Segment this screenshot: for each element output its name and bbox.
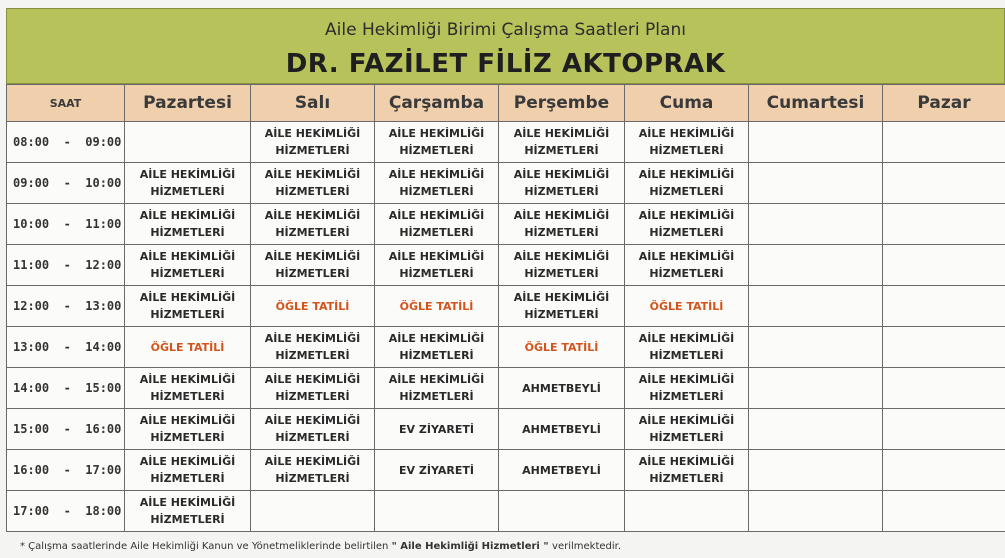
schedule-cell bbox=[499, 368, 625, 409]
schedule-cell-text: AİLE HEKİMLİĞİ HİZMETLERİ bbox=[264, 209, 361, 239]
schedule-cell bbox=[883, 245, 1005, 286]
column-header-carsamba: Çarşamba bbox=[375, 85, 499, 122]
schedule-cell bbox=[125, 204, 251, 245]
schedule-body bbox=[7, 122, 1005, 532]
schedule-cell bbox=[125, 409, 251, 450]
schedule-cell bbox=[883, 368, 1005, 409]
schedule-cell-text: EV ZİYARETİ bbox=[399, 422, 474, 436]
schedule-cell bbox=[883, 327, 1005, 368]
schedule-cell bbox=[375, 122, 499, 163]
column-header-cumartesi: Cumartesi bbox=[749, 85, 883, 122]
column-header-persembe: Perşembe bbox=[499, 85, 625, 122]
schedule-cell-text: AİLE HEKİMLİĞİ HİZMETLERİ bbox=[638, 332, 735, 362]
schedule-cell-text: AİLE HEKİMLİĞİ HİZMETLERİ bbox=[139, 496, 236, 526]
schedule-cell bbox=[625, 286, 749, 327]
table-row bbox=[7, 286, 1005, 327]
schedule-cell bbox=[749, 204, 883, 245]
time-slot: 17:00 - 18:00 bbox=[7, 491, 125, 532]
schedule-cell-text: AİLE HEKİMLİĞİ HİZMETLERİ bbox=[139, 209, 236, 239]
schedule-cell bbox=[125, 286, 251, 327]
schedule-cell bbox=[883, 163, 1005, 204]
schedule-cell bbox=[625, 245, 749, 286]
schedule-cell bbox=[375, 204, 499, 245]
schedule-cell-text: AİLE HEKİMLİĞİ HİZMETLERİ bbox=[264, 455, 361, 485]
schedule-cell-text: AİLE HEKİMLİĞİ HİZMETLERİ bbox=[139, 168, 236, 198]
schedule-cell-text: AİLE HEKİMLİĞİ HİZMETLERİ bbox=[388, 373, 485, 403]
schedule-cell bbox=[883, 450, 1005, 491]
schedule-cell-text: AİLE HEKİMLİĞİ HİZMETLERİ bbox=[388, 250, 485, 280]
schedule-cell bbox=[125, 163, 251, 204]
schedule-cell bbox=[251, 327, 375, 368]
schedule-cell bbox=[375, 245, 499, 286]
schedule-cell-text: AİLE HEKİMLİĞİ HİZMETLERİ bbox=[388, 168, 485, 198]
schedule-cell-text: AİLE HEKİMLİĞİ HİZMETLERİ bbox=[638, 127, 735, 157]
table-row bbox=[7, 327, 1005, 368]
schedule-cell bbox=[125, 122, 251, 163]
schedule-cell bbox=[749, 368, 883, 409]
schedule-cell bbox=[375, 368, 499, 409]
schedule-cell bbox=[125, 491, 251, 532]
time-slot: 14:00 - 15:00 bbox=[7, 368, 125, 409]
column-header-cuma: Cuma bbox=[625, 85, 749, 122]
schedule-cell bbox=[499, 327, 625, 368]
schedule-cell-text: AİLE HEKİMLİĞİ HİZMETLERİ bbox=[513, 291, 610, 321]
schedule-cell-text: AİLE HEKİMLİĞİ HİZMETLERİ bbox=[513, 250, 610, 280]
table-row bbox=[7, 163, 1005, 204]
schedule-cell-text: AİLE HEKİMLİĞİ HİZMETLERİ bbox=[638, 168, 735, 198]
schedule-cell bbox=[625, 491, 749, 532]
time-slot: 15:00 - 16:00 bbox=[7, 409, 125, 450]
schedule-cell bbox=[499, 450, 625, 491]
schedule-cell-text: AİLE HEKİMLİĞİ HİZMETLERİ bbox=[388, 332, 485, 362]
schedule-cell bbox=[499, 204, 625, 245]
schedule-cell-text: AİLE HEKİMLİĞİ HİZMETLERİ bbox=[513, 168, 610, 198]
schedule-cell bbox=[625, 409, 749, 450]
schedule-cell bbox=[883, 286, 1005, 327]
time-slot: 08:00 - 09:00 bbox=[7, 122, 125, 163]
schedule-cell bbox=[125, 450, 251, 491]
schedule-cell-text: AİLE HEKİMLİĞİ HİZMETLERİ bbox=[139, 373, 236, 403]
schedule-cell-text: AİLE HEKİMLİĞİ HİZMETLERİ bbox=[513, 209, 610, 239]
schedule-cell bbox=[125, 245, 251, 286]
schedule-cell bbox=[375, 286, 499, 327]
schedule-header bbox=[6, 8, 1005, 84]
table-row bbox=[7, 245, 1005, 286]
schedule-cell bbox=[499, 491, 625, 532]
table-row bbox=[7, 368, 1005, 409]
schedule-cell bbox=[499, 245, 625, 286]
schedule-cell-text: AHMETBEYLİ bbox=[522, 381, 601, 395]
schedule-cell bbox=[749, 491, 883, 532]
schedule-cell-text: AİLE HEKİMLİĞİ HİZMETLERİ bbox=[264, 332, 361, 362]
schedule-cell-text: ÖĞLE TATİLİ bbox=[150, 340, 225, 354]
schedule-cell-text: ÖĞLE TATİLİ bbox=[649, 299, 724, 313]
time-slot: 16:00 - 17:00 bbox=[7, 450, 125, 491]
schedule-title: Aile Hekimliği Birimi Çalışma Saatleri Planı bbox=[325, 20, 686, 40]
schedule-cell-text: AİLE HEKİMLİĞİ HİZMETLERİ bbox=[388, 209, 485, 239]
schedule-cell bbox=[749, 122, 883, 163]
schedule-cell bbox=[375, 491, 499, 532]
schedule-cell-text: AİLE HEKİMLİĞİ HİZMETLERİ bbox=[139, 250, 236, 280]
schedule-cell-text: EV ZİYARETİ bbox=[399, 463, 474, 477]
schedule-cell-text: AİLE HEKİMLİĞİ HİZMETLERİ bbox=[638, 373, 735, 403]
footnote bbox=[20, 541, 621, 552]
schedule-cell bbox=[251, 163, 375, 204]
schedule-cell bbox=[251, 286, 375, 327]
schedule-cell bbox=[749, 450, 883, 491]
schedule-cell-text: ÖĞLE TATİLİ bbox=[399, 299, 474, 313]
schedule-cell bbox=[375, 450, 499, 491]
schedule-cell-text: AİLE HEKİMLİĞİ HİZMETLERİ bbox=[264, 414, 361, 444]
schedule-cell-text: ÖĞLE TATİLİ bbox=[275, 299, 350, 313]
doctor-name: DR. FAZİLET FİLİZ AKTOPRAK bbox=[285, 49, 726, 79]
schedule-cell-text: AİLE HEKİMLİĞİ HİZMETLERİ bbox=[139, 455, 236, 485]
schedule-cell bbox=[625, 163, 749, 204]
schedule-cell bbox=[251, 409, 375, 450]
schedule-cell bbox=[125, 368, 251, 409]
schedule-cell bbox=[251, 450, 375, 491]
table-row bbox=[7, 491, 1005, 532]
schedule-cell bbox=[625, 204, 749, 245]
schedule-cell-text: AİLE HEKİMLİĞİ HİZMETLERİ bbox=[139, 414, 236, 444]
column-header-row bbox=[7, 85, 1005, 122]
schedule-cell bbox=[625, 368, 749, 409]
schedule-cell-text: AİLE HEKİMLİĞİ HİZMETLERİ bbox=[638, 455, 735, 485]
schedule-cell bbox=[883, 491, 1005, 532]
schedule-cell bbox=[499, 286, 625, 327]
schedule-cell-text: AİLE HEKİMLİĞİ HİZMETLERİ bbox=[638, 414, 735, 444]
footnote-prefix: * Çalışma saatlerinde Aile Hekimliği Kanun ve Yönetmeliklerinde belirtilen bbox=[20, 541, 392, 552]
schedule-page bbox=[6, 8, 1005, 536]
time-slot: 13:00 - 14:00 bbox=[7, 327, 125, 368]
time-slot: 12:00 - 13:00 bbox=[7, 286, 125, 327]
schedule-cell bbox=[749, 409, 883, 450]
table-row bbox=[7, 122, 1005, 163]
schedule-cell bbox=[883, 122, 1005, 163]
schedule-cell-text: ÖĞLE TATİLİ bbox=[524, 340, 599, 354]
schedule-cell bbox=[749, 163, 883, 204]
column-header-pazartesi: Pazartesi bbox=[125, 85, 251, 122]
schedule-cell bbox=[499, 409, 625, 450]
schedule-cell bbox=[499, 122, 625, 163]
schedule-cell bbox=[251, 491, 375, 532]
schedule-cell bbox=[251, 122, 375, 163]
column-header-saat: SAAT bbox=[7, 85, 125, 122]
schedule-cell bbox=[749, 245, 883, 286]
schedule-cell bbox=[625, 327, 749, 368]
schedule-cell-text: AİLE HEKİMLİĞİ HİZMETLERİ bbox=[638, 209, 735, 239]
schedule-cell bbox=[375, 327, 499, 368]
schedule-cell-text: AİLE HEKİMLİĞİ HİZMETLERİ bbox=[139, 291, 236, 321]
schedule-table bbox=[6, 84, 1005, 532]
column-header-pazar: Pazar bbox=[883, 85, 1005, 122]
schedule-cell bbox=[499, 163, 625, 204]
schedule-cell bbox=[749, 286, 883, 327]
schedule-cell bbox=[625, 122, 749, 163]
schedule-cell bbox=[125, 327, 251, 368]
schedule-cell-text: AİLE HEKİMLİĞİ HİZMETLERİ bbox=[388, 127, 485, 157]
table-row bbox=[7, 204, 1005, 245]
time-slot: 10:00 - 11:00 bbox=[7, 204, 125, 245]
schedule-cell-text: AİLE HEKİMLİĞİ HİZMETLERİ bbox=[264, 168, 361, 198]
table-row bbox=[7, 409, 1005, 450]
schedule-cell-text: AHMETBEYLİ bbox=[522, 422, 601, 436]
schedule-cell-text: AİLE HEKİMLİĞİ HİZMETLERİ bbox=[513, 127, 610, 157]
schedule-cell bbox=[625, 450, 749, 491]
schedule-cell bbox=[749, 327, 883, 368]
schedule-cell-text: AİLE HEKİMLİĞİ HİZMETLERİ bbox=[264, 127, 361, 157]
schedule-cell-text: AİLE HEKİMLİĞİ HİZMETLERİ bbox=[264, 250, 361, 280]
schedule-cell bbox=[251, 204, 375, 245]
schedule-cell bbox=[251, 245, 375, 286]
table-row bbox=[7, 450, 1005, 491]
schedule-cell-text: AİLE HEKİMLİĞİ HİZMETLERİ bbox=[264, 373, 361, 403]
footnote-emphasis: " Aile Hekimliği Hizmetleri " bbox=[391, 541, 553, 552]
schedule-cell bbox=[375, 409, 499, 450]
schedule-cell bbox=[251, 368, 375, 409]
column-header-sali: Salı bbox=[251, 85, 375, 122]
footnote-suffix: verilmektedir. bbox=[552, 541, 622, 552]
schedule-cell-text: AHMETBEYLİ bbox=[522, 463, 601, 477]
schedule-cell bbox=[883, 409, 1005, 450]
time-slot: 09:00 - 10:00 bbox=[7, 163, 125, 204]
time-slot: 11:00 - 12:00 bbox=[7, 245, 125, 286]
schedule-cell bbox=[883, 204, 1005, 245]
schedule-cell-text: AİLE HEKİMLİĞİ HİZMETLERİ bbox=[638, 250, 735, 280]
schedule-cell bbox=[375, 163, 499, 204]
